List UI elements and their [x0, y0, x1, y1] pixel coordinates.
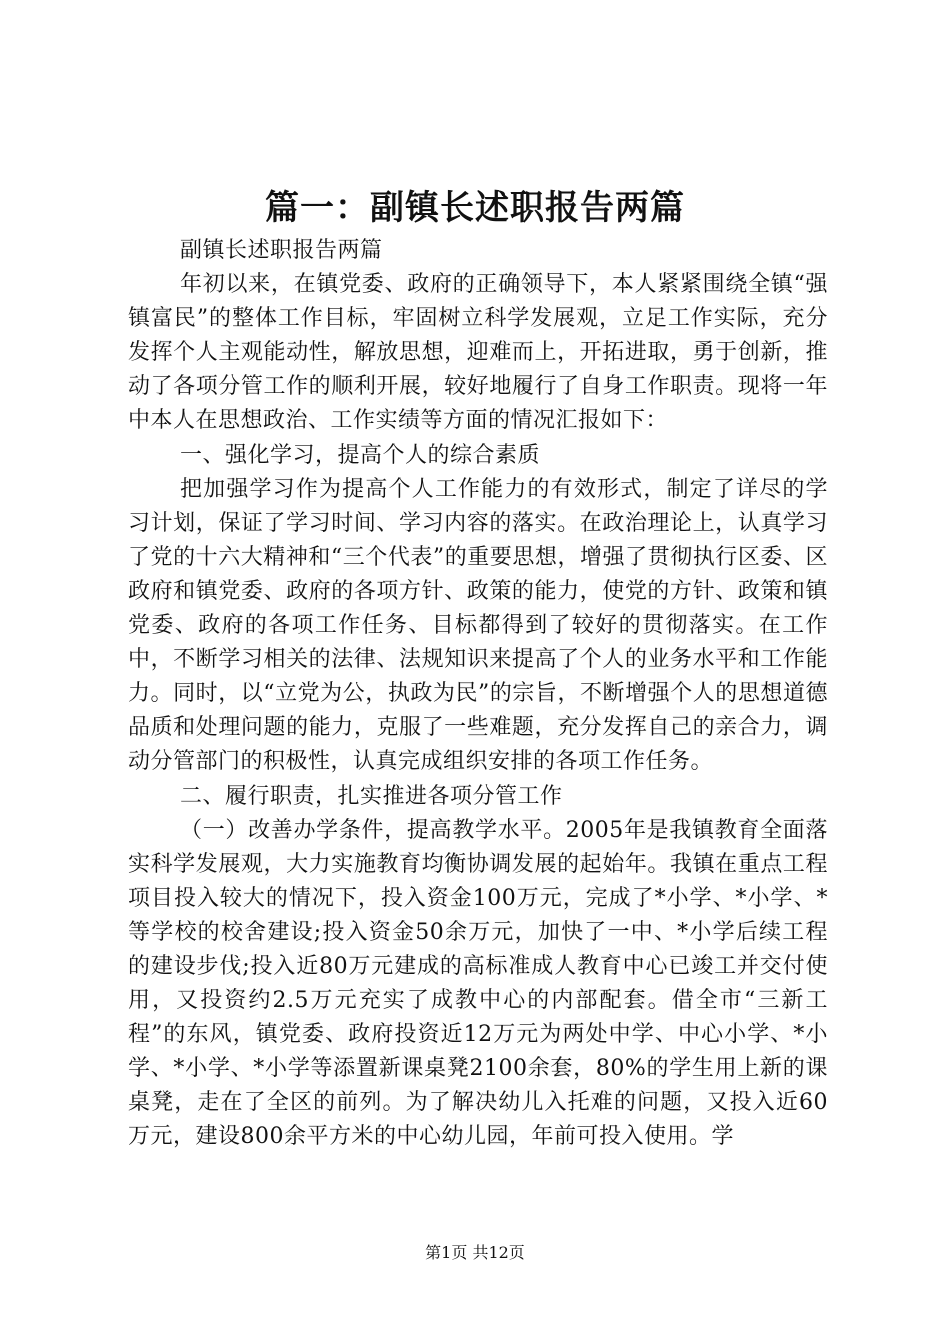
document-title: 篇一：副镇长述职报告两篇 [265, 188, 685, 228]
page-footer: 第1页 共12页 [425, 1243, 525, 1262]
paragraph-intro: 年初以来，在镇党委、政府的正确领导下，本人紧紧围绕全镇“强镇富民”的整体工作目标，牢固树立科学发展观，立足工作实际，充分发挥个人主观能动性，解放思想，迎难而上，开拓进取，勇于创新，推动了各项分管工作的顺利开展，较好地履行了自身工作职责。现将一年中本人在思想政治、工作实绩等方面的情况汇报如下： [128, 272, 828, 434]
section-heading-1: 一、强化学习，提高个人的综合素质 [180, 442, 541, 468]
paragraph-study: 把加强学习作为提高个人工作能力的有效形式，制定了详尽的学习计划，保证了学习时间、学习内容的落实。在政治理论上，认真学习了党的十六大精神和“三个代表”的重要思想，增强了贯彻执行区委、区政府和镇党委、政府的各项方针、政策的能力，使党的方针、政策和镇党委、政府的各项工作任务、目标都得到了较好的贯彻落实。在工作中，不断学习相关的法律、法规知识来提高了个人的业务水平和工作能力。同时，以“立党为公，执政为民”的宗旨，不断增强个人的思想道德品质和处理问题的能力，克服了一些难题，充分发挥自己的亲合力，调动分管部门的积极性，认真完成组织安排的各项工作任务。 [128, 476, 828, 775]
paragraph-education: （一）改善办学条件，提高教学水平。2005年是我镇教育全面落实科学发展观，大力实施教育均衡协调发展的起始年。我镇在重点工程项目投入较大的情况下，投入资金100万元，完成了*小学、*小学、*等学校的校舍建设;投入资金50余万元，加快了一中、*小学后续工程的建设步伐;投入近80万元建成的高标准成人教育中心已竣工并交付使用，又投资约2.5万元充实了成教中心的内部配套。借全市“三新工程”的东风，镇党委、政府投资近12万元为两处中学、中心小学、*小学、*小学、*小学等添置新课桌凳2100余套，80%的学生用上新的课桌凳，走在了全区的前列。为了解决幼儿入托难的问题，又投入近60万元，建设800余平方米的中心幼儿园，年前可投入使用。学 [128, 817, 828, 1150]
document-body [128, 234, 828, 1155]
paragraph-subtitle: 副镇长述职报告两篇 [180, 238, 383, 263]
section-heading-2: 二、履行职责，扎实推进各项分管工作 [180, 783, 563, 809]
